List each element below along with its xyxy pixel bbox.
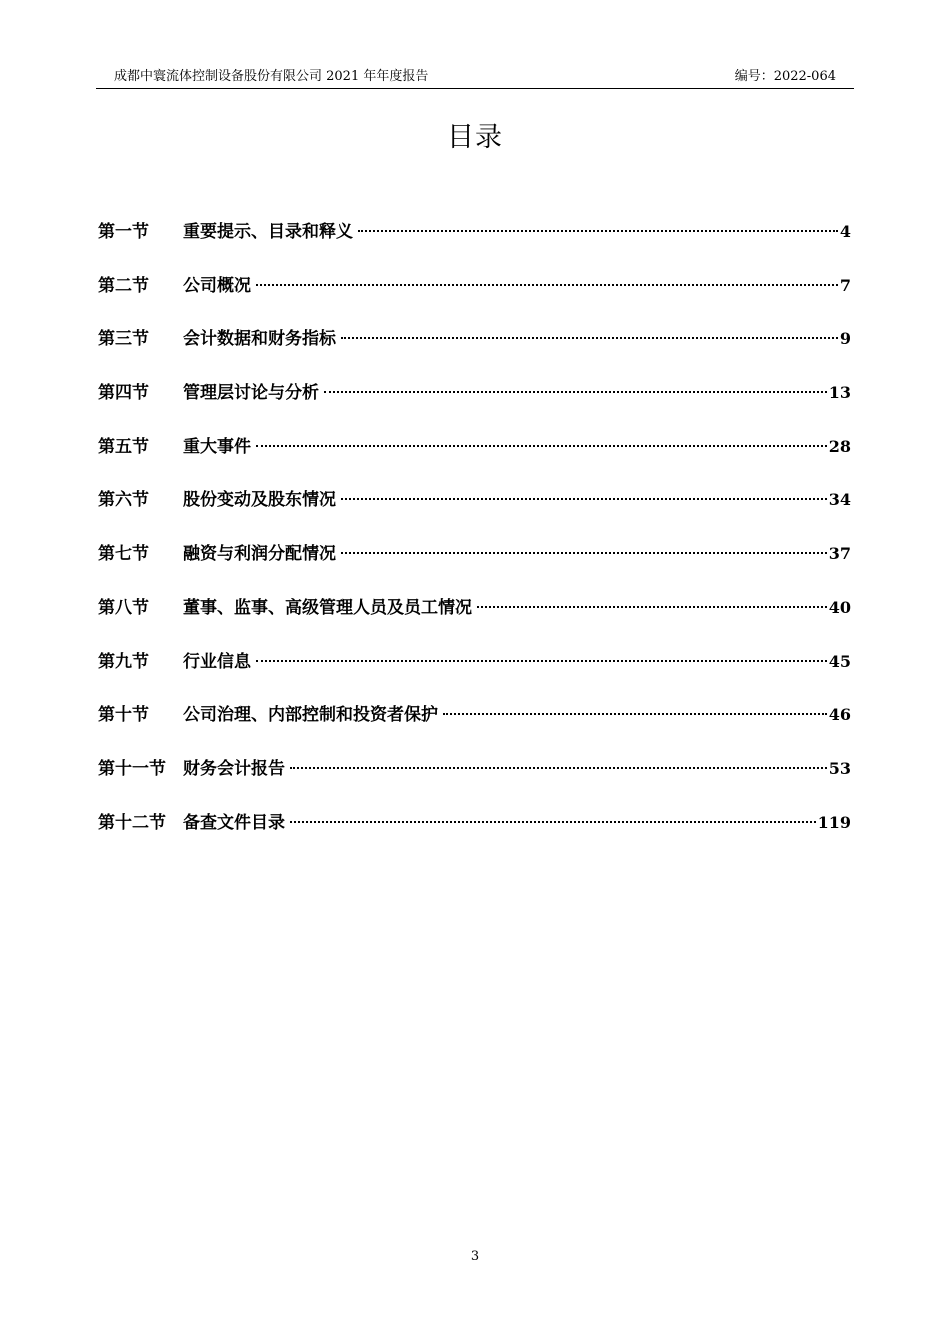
toc-dot-leader bbox=[290, 821, 816, 823]
toc-dot-leader bbox=[256, 660, 827, 662]
toc-entry[interactable] bbox=[98, 377, 851, 431]
toc-entry[interactable] bbox=[98, 592, 851, 646]
toc-title: 融资与利润分配情况 bbox=[183, 544, 336, 565]
page-title: 目录 bbox=[447, 122, 503, 153]
toc-entry[interactable] bbox=[98, 323, 851, 377]
toc-dot-leader bbox=[358, 230, 838, 232]
toc-title: 股份变动及股东情况 bbox=[183, 490, 336, 511]
toc-section-label: 第二节 bbox=[98, 275, 149, 296]
toc-page-number: 34 bbox=[828, 490, 851, 510]
toc-section-label: 第十一节 bbox=[98, 758, 166, 779]
toc-dot-leader bbox=[256, 284, 838, 286]
toc-entry[interactable] bbox=[98, 431, 851, 485]
toc-page-number: 13 bbox=[828, 383, 851, 403]
toc-page-number: 7 bbox=[839, 275, 851, 295]
page-number: 3 bbox=[470, 1249, 480, 1264]
toc-entry[interactable] bbox=[98, 807, 851, 861]
toc-page-number: 4 bbox=[839, 222, 851, 241]
toc-section-label: 第六节 bbox=[98, 490, 149, 511]
toc-page-number: 40 bbox=[828, 597, 851, 617]
toc-page-number: 45 bbox=[828, 651, 851, 671]
toc-title: 公司治理、内部控制和投资者保护 bbox=[183, 705, 438, 726]
toc-section-label: 第九节 bbox=[98, 651, 149, 672]
header-doc-number: 编号：2022-064 bbox=[734, 69, 836, 84]
toc-dot-leader bbox=[341, 498, 827, 500]
page-header bbox=[96, 66, 854, 89]
toc-title: 公司概况 bbox=[183, 275, 251, 296]
toc-entry[interactable] bbox=[98, 484, 851, 538]
toc-section-label: 第八节 bbox=[98, 597, 149, 618]
toc-dot-leader bbox=[256, 445, 827, 447]
toc-section-label: 第一节 bbox=[98, 222, 149, 242]
toc-dot-leader bbox=[341, 552, 827, 554]
toc-dot-leader bbox=[341, 337, 838, 339]
toc-page-number: 46 bbox=[828, 705, 851, 725]
toc-title: 重大事件 bbox=[183, 436, 251, 457]
toc-section-label: 第十节 bbox=[98, 705, 149, 726]
toc-entry[interactable] bbox=[98, 270, 851, 324]
toc-section-label: 第三节 bbox=[98, 329, 149, 350]
header-company-report: 成都中寰流体控制设备股份有限公司 2021 年年度报告 bbox=[114, 69, 429, 84]
toc-section-label: 第五节 bbox=[98, 436, 149, 457]
toc-dot-leader bbox=[290, 767, 827, 769]
toc-dot-leader bbox=[477, 606, 827, 608]
toc-title: 管理层讨论与分析 bbox=[183, 383, 319, 404]
toc-page-number: 37 bbox=[828, 544, 851, 564]
toc-page-number: 9 bbox=[839, 329, 851, 349]
toc-dot-leader bbox=[443, 713, 827, 715]
toc-entry[interactable] bbox=[98, 699, 851, 753]
toc-entry[interactable] bbox=[98, 646, 851, 700]
toc-entry[interactable] bbox=[98, 216, 851, 270]
toc-title: 会计数据和财务指标 bbox=[183, 329, 336, 350]
toc-title: 财务会计报告 bbox=[183, 758, 285, 779]
toc-title: 董事、监事、高级管理人员及员工情况 bbox=[183, 597, 472, 618]
table-of-contents bbox=[98, 216, 851, 860]
toc-entry[interactable] bbox=[98, 538, 851, 592]
toc-section-label: 第七节 bbox=[98, 544, 149, 565]
toc-section-label: 第四节 bbox=[98, 383, 149, 404]
toc-page-number: 28 bbox=[828, 436, 851, 456]
toc-dot-leader bbox=[324, 391, 827, 393]
toc-page-number: 119 bbox=[817, 812, 851, 832]
toc-page-number: 53 bbox=[828, 758, 851, 778]
toc-title: 行业信息 bbox=[183, 651, 251, 672]
toc-title: 备查文件目录 bbox=[183, 812, 285, 833]
toc-section-label: 第十二节 bbox=[98, 812, 166, 833]
toc-title: 重要提示、目录和释义 bbox=[183, 222, 353, 242]
toc-entry[interactable] bbox=[98, 753, 851, 807]
